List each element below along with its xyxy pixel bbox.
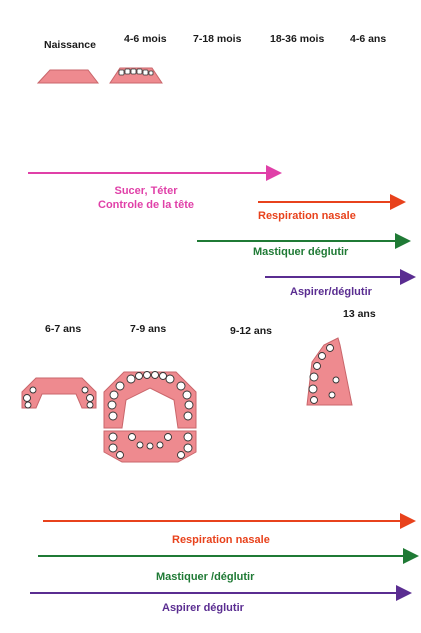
age-label-4-6-mois: 4-6 mois	[124, 33, 167, 45]
age-label-7-9-ans: 7-9 ans	[130, 323, 167, 335]
label-mastiquer-bottom: Mastiquer /déglutir	[156, 571, 255, 583]
gum-naissance	[38, 70, 98, 83]
age-label-13-ans: 13 ans	[343, 308, 376, 320]
label-respiration-nasale-top: Respiration nasale	[258, 210, 356, 222]
label-respiration-nasale-bottom: Respiration nasale	[172, 534, 270, 546]
label-aspirer-bottom: Aspirer déglutir	[162, 602, 244, 614]
label-mastiquer-top: Mastiquer déglutir	[253, 246, 349, 258]
gum-4-6-mois	[110, 68, 162, 83]
label-sucer-teter: Sucer, Téter Controle de la tête	[98, 185, 194, 211]
age-label-4-6-ans: 4-6 ans	[350, 33, 387, 45]
gum-7-9-ans-lower	[104, 431, 196, 462]
age-label-7-18-mois: 7-18 mois	[193, 33, 242, 45]
age-label-18-36-mois: 18-36 mois	[270, 33, 325, 45]
label-aspirer-top: Aspirer/déglutir	[290, 286, 372, 298]
gum-13-ans	[307, 338, 352, 405]
age-label-9-12-ans: 9-12 ans	[230, 325, 273, 337]
gum-7-9-ans-upper	[104, 372, 196, 429]
gum-6-7-ans	[22, 378, 96, 408]
age-label-6-7-ans: 6-7 ans	[45, 323, 82, 335]
age-label-naissance: Naissance	[44, 39, 96, 51]
